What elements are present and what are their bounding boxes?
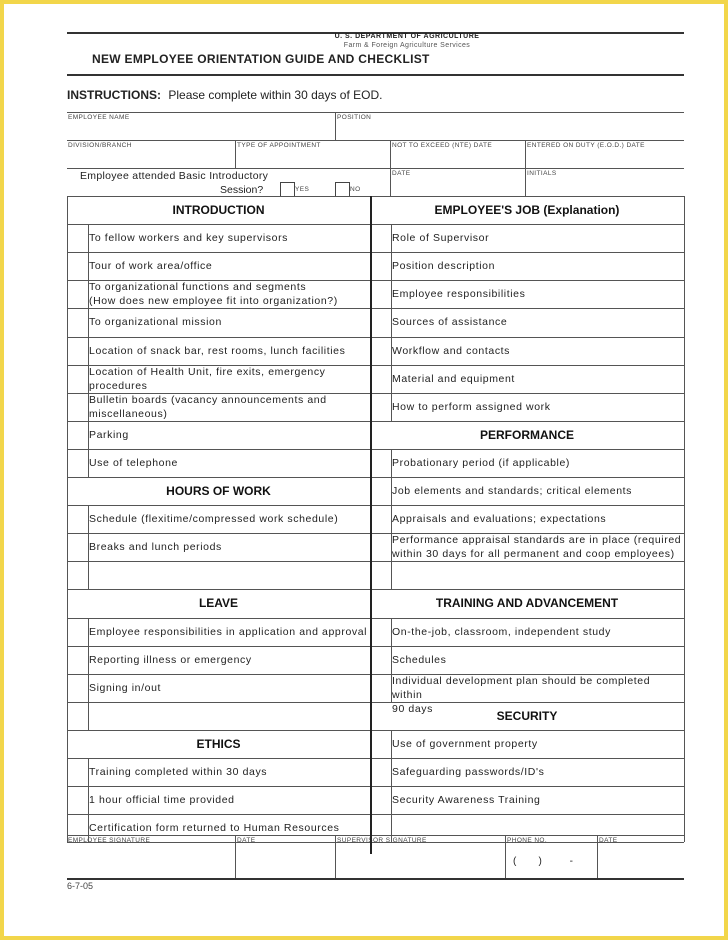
left-ethics-header: ETHICS [196,736,241,751]
item-text-line: Employee responsibilities [392,288,526,301]
left-introduction-check-5[interactable] [69,367,86,391]
row-rule [67,758,370,759]
right-security-header: SECURITY [496,708,558,723]
row-rule [67,337,370,338]
right-performance-header: PERFORMANCE [479,427,574,442]
check-column-rule [88,758,89,842]
right-security-check-0[interactable] [372,732,389,756]
row-rule [370,308,684,309]
row-rule [370,252,684,253]
row-rule [67,561,370,562]
row-rule [370,561,684,562]
right-performance-check-4[interactable] [372,563,389,587]
item-text-line: procedures [89,379,148,392]
row-rule [67,814,370,815]
row-rule [370,730,684,731]
supervisor-signature-field[interactable]: SUPERVISOR SIGNATURE [337,837,427,844]
row-rule [370,505,684,506]
table-right-border [684,196,685,842]
left-leave-check-1[interactable] [69,648,86,672]
check-column-rule [391,618,392,702]
row-rule [370,618,684,619]
row-rule [67,589,370,590]
item-text-line: Safeguarding passwords/ID's [392,766,545,778]
row-rule [67,449,370,450]
title-rule [67,74,684,76]
left-hours-item-0 [89,512,369,526]
row-rule [370,646,684,647]
left-introduction-check-3[interactable] [69,310,86,334]
right-training-item-0 [392,625,683,639]
right-job-item-6 [392,400,683,414]
right-job-item-3 [392,315,683,329]
supervisor-signature-date[interactable]: DATE [599,837,618,844]
right-performance-check-1[interactable] [372,479,389,503]
item-text-line: Job elements and standards; critical elements [392,485,633,497]
row-rule [67,505,370,506]
right-security-item-0 [392,737,683,751]
item-text-line: Use of telephone [89,456,178,469]
item-text-line: Position description [392,260,496,273]
right-training-header: TRAINING AND ADVANCEMENT [435,596,619,611]
item-text-line: Parking [89,428,129,441]
left-leave-item-1 [89,653,369,667]
session-date-field[interactable]: DATE [392,170,411,177]
row-rule [67,477,370,478]
right-security-check-2[interactable] [372,788,389,812]
right-security-check-1[interactable] [372,760,389,784]
row-rule [67,533,370,534]
left-introduction-check-7[interactable] [69,423,86,447]
left-leave-item-2 [89,681,369,695]
item-text-line: Schedule (flexitime/compressed work schedule) [89,513,339,526]
form-page [4,4,724,936]
right-performance-item-2 [392,512,683,526]
table-left-border [67,196,68,842]
item-text-line: miscellaneous) [89,407,168,420]
eod-date-field[interactable]: ENTERED ON DUTY (E.O.D.) DATE [527,142,645,149]
item-text-line: Sources of assistance [392,316,508,329]
page-title: NEW EMPLOYEE ORIENTATION GUIDE AND CHECKLIST [92,52,430,66]
right-job-item-0 [392,231,683,245]
row-rule [67,196,370,197]
right-job-item-1 [392,259,683,273]
left-hours-check-1[interactable] [69,535,86,559]
item-text-line: To organizational functions and segments [89,281,307,294]
item-text-line: 1 hour official time provided [89,794,235,807]
item-text-line: (How does new employee fit into organization?) [89,295,338,308]
row-rule [370,786,684,787]
row-rule [67,308,370,309]
left-ethics-item-1 [89,793,369,807]
row-rule [67,618,370,619]
item-text-line: 90 days [392,702,433,715]
right-performance-item-1 [392,484,683,498]
left-ethics-item-2 [89,821,369,835]
item-text-line: Location of Health Unit, fire exits, emergency [89,365,326,378]
left-hours-check-2[interactable] [69,563,86,587]
right-job-header: EMPLOYEE'S JOB (Explanation) [434,203,620,217]
right-performance-check-2[interactable] [372,507,389,531]
right-job-check-1[interactable] [372,254,389,278]
item-text-line: Breaks and lunch periods [89,541,222,554]
agency-name: U. S. DEPARTMENT OF AGRICULTURE [334,33,480,40]
row-rule [370,393,684,394]
row-rule [370,196,684,197]
right-performance-check-3[interactable] [372,535,389,559]
item-text-line: Location of snack bar, rest rooms, lunch facilities [89,344,346,357]
item-text-line: Bulletin boards (vacancy announcements and [89,393,327,406]
check-column-rule [391,449,392,590]
left-leave-check-2[interactable] [69,676,86,700]
item-text-line: On-the-job, classroom, independent study [392,625,611,638]
nte-date-field[interactable]: NOT TO EXCEED (NTE) DATE [392,142,493,149]
row-rule [370,589,684,590]
left-introduction-item-6 [89,393,369,421]
row-rule [370,421,684,422]
left-introduction-item-0 [89,231,369,245]
left-introduction-check-2[interactable] [69,282,86,306]
item-text-line: Use of government property [392,737,538,750]
right-job-check-3[interactable] [372,310,389,334]
item-text-line: Reporting illness or emergency [89,653,252,666]
right-job-check-2[interactable] [372,282,389,306]
employee-signature-field[interactable]: EMPLOYEE SIGNATURE [68,837,151,844]
right-security-item-1 [392,765,683,779]
item-text-line: within 30 days for all permanent and coop employees) [392,548,675,561]
right-security-item-2 [392,793,683,807]
row-rule [370,758,684,759]
employee-name-field[interactable]: EMPLOYEE NAME [68,114,130,121]
row-rule [370,365,684,366]
table-center-divider [370,196,372,854]
left-introduction-item-3 [89,315,369,329]
right-security-check-3[interactable] [372,816,389,840]
left-introduction-item-1 [89,259,369,273]
item-text-line: Individual development plan should be completed within [392,674,651,701]
left-introduction-item-4 [89,344,369,358]
check-column-rule [88,505,89,589]
right-training-item-1 [392,653,683,667]
yes-checkbox[interactable] [280,182,295,197]
left-introduction-check-6[interactable] [69,395,86,419]
left-ethics-item-0 [89,765,369,779]
right-performance-item-3 [392,533,683,561]
item-text-line: Signing in/out [89,681,162,694]
no-checkbox[interactable] [335,182,350,197]
item-text-line: Material and equipment [392,372,515,385]
right-job-check-5[interactable] [372,367,389,391]
yes-label: YES [295,186,310,193]
left-introduction-item-7 [89,428,369,442]
right-job-check-4[interactable] [372,339,389,363]
right-job-check-0[interactable] [372,226,389,250]
row-rule [67,730,370,731]
right-performance-check-0[interactable] [372,451,389,475]
item-text-line: Role of Supervisor [392,232,490,245]
phone-field[interactable]: PHONE NO. [507,837,548,844]
no-label: NO [350,186,361,193]
check-column-rule [391,224,392,421]
session-question-end: Session? [220,184,264,196]
left-introduction-item-5 [89,365,369,393]
employee-signature-date[interactable]: DATE [237,837,256,844]
row-rule [67,786,370,787]
left-ethics-check-1[interactable] [69,788,86,812]
item-text-line: Performance appraisal standards are in place (required [392,534,682,547]
left-introduction-check-0[interactable] [69,226,86,250]
left-leave-item-0 [89,625,369,639]
left-hours-item-1 [89,540,369,554]
row-rule [370,449,684,450]
row-rule [67,702,370,703]
check-column-rule [88,224,89,477]
left-introduction-check-4[interactable] [69,339,86,363]
row-rule [370,814,684,815]
check-column-rule [88,618,89,730]
item-text-line: Appraisals and evaluations; expectations [392,513,607,526]
left-ethics-check-2[interactable] [69,816,86,840]
form-code: 6-7-05 [67,881,94,891]
row-rule [67,224,370,225]
row-rule [370,224,684,225]
right-job-item-4 [392,344,683,358]
row-rule [370,280,684,281]
right-training-check-2[interactable] [372,676,389,700]
right-training-check-1[interactable] [372,648,389,672]
instructions [67,88,382,102]
left-hours-check-0[interactable] [69,507,86,531]
division-field[interactable]: DIVISION/BRANCH [68,142,132,149]
right-job-item-2 [392,287,683,301]
session-question: Employee attended Basic Introductory [80,170,269,182]
left-leave-header: LEAVE [198,596,239,611]
phone-format: ( ) - [513,856,573,867]
item-text-line: Certification form returned to Human Resources [89,822,340,835]
row-rule [67,421,370,422]
item-text-line: Security Awareness Training [392,794,541,807]
item-text-line: Probationary period (if applicable) [392,456,571,469]
left-introduction-header: INTRODUCTION [172,203,265,217]
row-rule [370,337,684,338]
subagency-name: Farm & Foreign Agriculture Services [343,42,471,49]
item-text-line: How to perform assigned work [392,400,551,413]
appointment-field[interactable]: TYPE OF APPOINTMENT [237,142,321,149]
row-rule [67,674,370,675]
row-rule [67,646,370,647]
instructions-label: INSTRUCTIONS: [67,88,161,102]
left-introduction-item-2 [89,280,369,308]
left-introduction-item-8 [89,456,369,470]
right-job-item-5 [392,372,683,386]
item-text-line: Tour of work area/office [89,260,213,273]
item-text-line: Schedules [392,653,447,666]
item-text-line: To organizational mission [89,316,222,329]
instructions-text: Please complete within 30 days of EOD. [168,88,383,102]
check-column-rule [391,730,392,842]
left-ethics-check-0[interactable] [69,760,86,784]
item-text-line: Training completed within 30 days [89,766,268,778]
left-hours-header: HOURS OF WORK [166,484,271,498]
row-rule [67,252,370,253]
right-training-check-0[interactable] [372,620,389,644]
initials-field[interactable]: INITIALS [527,170,557,177]
item-text-line: Employee responsibilities in application and approval [89,625,368,638]
left-leave-check-0[interactable] [69,620,86,644]
left-introduction-check-1[interactable] [69,254,86,278]
table-bottom-rule [67,842,684,843]
item-text-line: To fellow workers and key supervisors [89,232,289,245]
row-rule [370,477,684,478]
right-job-check-6[interactable] [372,395,389,419]
left-leave-check-3[interactable] [69,704,86,728]
item-text-line: Workflow and contacts [392,344,511,357]
row-rule [370,702,684,703]
position-field[interactable]: POSITION [337,114,372,121]
left-introduction-check-8[interactable] [69,451,86,475]
right-performance-item-0 [392,456,683,470]
